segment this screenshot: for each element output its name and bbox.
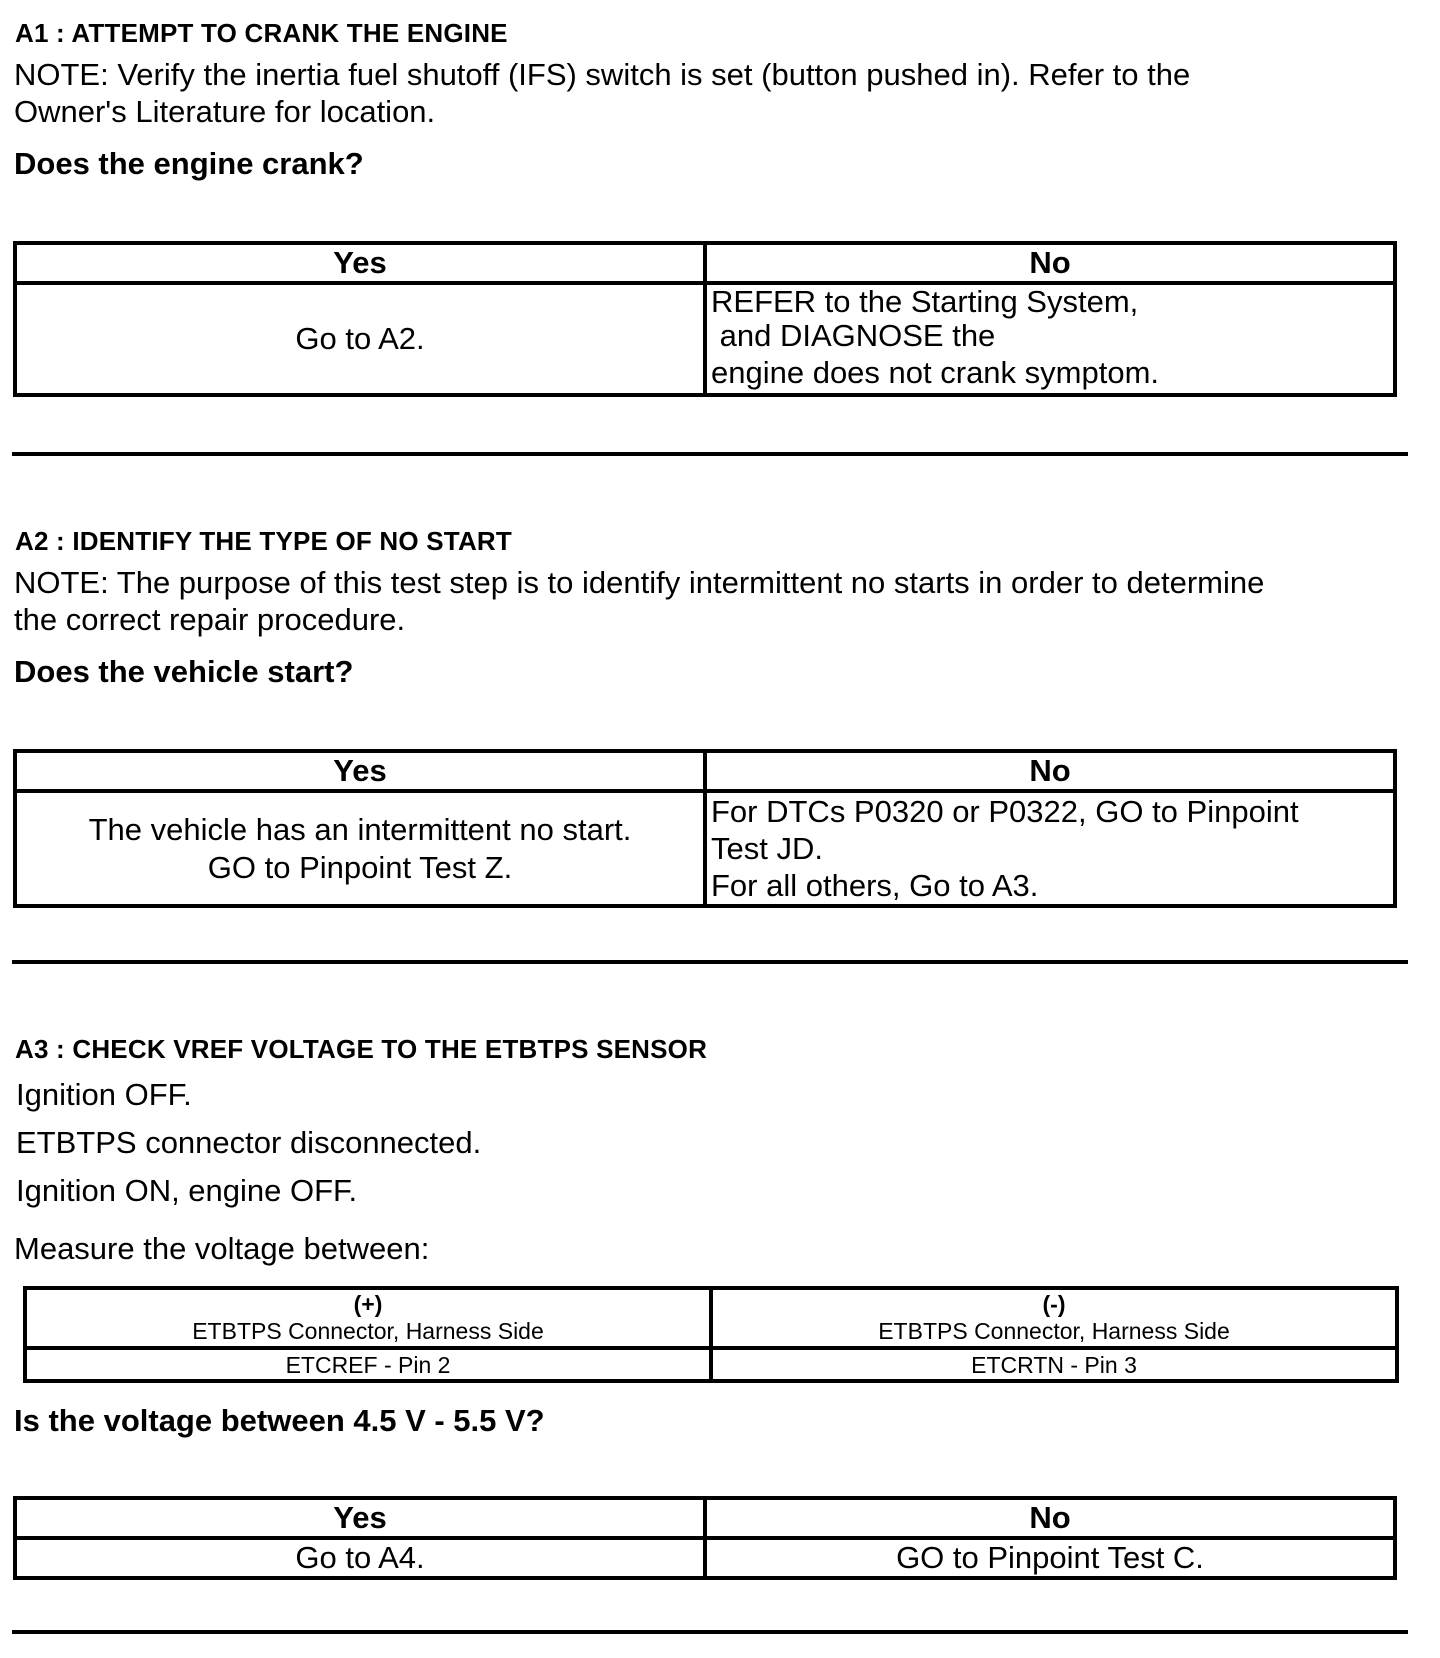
measurement-table: [23, 1286, 1399, 1383]
section-divider: [12, 1630, 1408, 1634]
negative-probe-header: [711, 1288, 1397, 1348]
yes-cell: Go to A2.: [15, 283, 705, 395]
section-divider: [12, 452, 1408, 456]
instruction: Ignition OFF.: [16, 1077, 192, 1112]
no-cell: [705, 283, 1395, 395]
negative-symbol: (-): [1042, 1291, 1066, 1317]
yes-cell: [15, 791, 705, 906]
note-line: NOTE: Verify the inertia fuel shutoff (IFS) switch is set (button pushed in). Refer to the: [14, 57, 1191, 92]
negative-label: ETBTPS Connector, Harness Side: [878, 1318, 1230, 1344]
no-header: No: [705, 1498, 1395, 1538]
step-a1-question: Does the engine crank?: [14, 146, 364, 181]
no-line: engine does not crank symptom.: [711, 355, 1160, 390]
yes-header: Yes: [15, 751, 705, 791]
yes-line: The vehicle has an intermittent no start.: [88, 811, 632, 847]
step-a3-result-table: [13, 1496, 1397, 1580]
step-a2-result-table: [13, 749, 1397, 908]
yes-line: GO to Pinpoint Test Z.: [207, 849, 513, 885]
no-cell: [705, 791, 1395, 906]
step-a1-heading: A1 : ATTEMPT TO CRANK THE ENGINE: [15, 18, 508, 48]
no-line: For DTCs P0320 or P0322, GO to Pinpoint: [711, 794, 1299, 829]
no-line: REFER to the Starting System,: [711, 284, 1139, 319]
note-line: NOTE: The purpose of this test step is to identify intermittent no starts in order to determine: [14, 565, 1265, 600]
positive-probe-header: [25, 1288, 711, 1348]
negative-pin: ETCRTN - Pin 3: [711, 1348, 1397, 1381]
note-line: Owner's Literature for location.: [14, 94, 436, 129]
no-header: No: [705, 243, 1395, 283]
step-a3-question: Is the voltage between 4.5 V - 5.5 V?: [14, 1403, 545, 1438]
step-a2-note: [14, 564, 1264, 638]
step-a3-heading: A3 : CHECK VREF VOLTAGE TO THE ETBTPS SENSOR: [15, 1034, 708, 1064]
measure-label: Measure the voltage between:: [14, 1231, 430, 1266]
yes-header: Yes: [15, 1498, 705, 1538]
no-header: No: [705, 751, 1395, 791]
positive-label: ETBTPS Connector, Harness Side: [192, 1318, 544, 1344]
no-line: Test JD.: [711, 831, 823, 866]
step-a1-note: [14, 56, 1190, 130]
no-cell: GO to Pinpoint Test C.: [705, 1538, 1395, 1578]
no-line: For all others, Go to A3.: [711, 868, 1039, 903]
step-a2-question: Does the vehicle start?: [14, 654, 354, 689]
instruction: Ignition ON, engine OFF.: [16, 1173, 358, 1208]
section-divider: [12, 960, 1408, 964]
instruction: ETBTPS connector disconnected.: [16, 1125, 482, 1160]
positive-pin: ETCREF - Pin 2: [25, 1348, 711, 1381]
note-line: the correct repair procedure.: [14, 602, 406, 637]
positive-symbol: (+): [353, 1291, 383, 1317]
yes-header: Yes: [15, 243, 705, 283]
step-a2-heading: A2 : IDENTIFY THE TYPE OF NO START: [15, 526, 512, 556]
no-line: and DIAGNOSE the: [711, 318, 996, 353]
step-a1-result-table: [13, 241, 1397, 397]
yes-cell: Go to A4.: [15, 1538, 705, 1578]
